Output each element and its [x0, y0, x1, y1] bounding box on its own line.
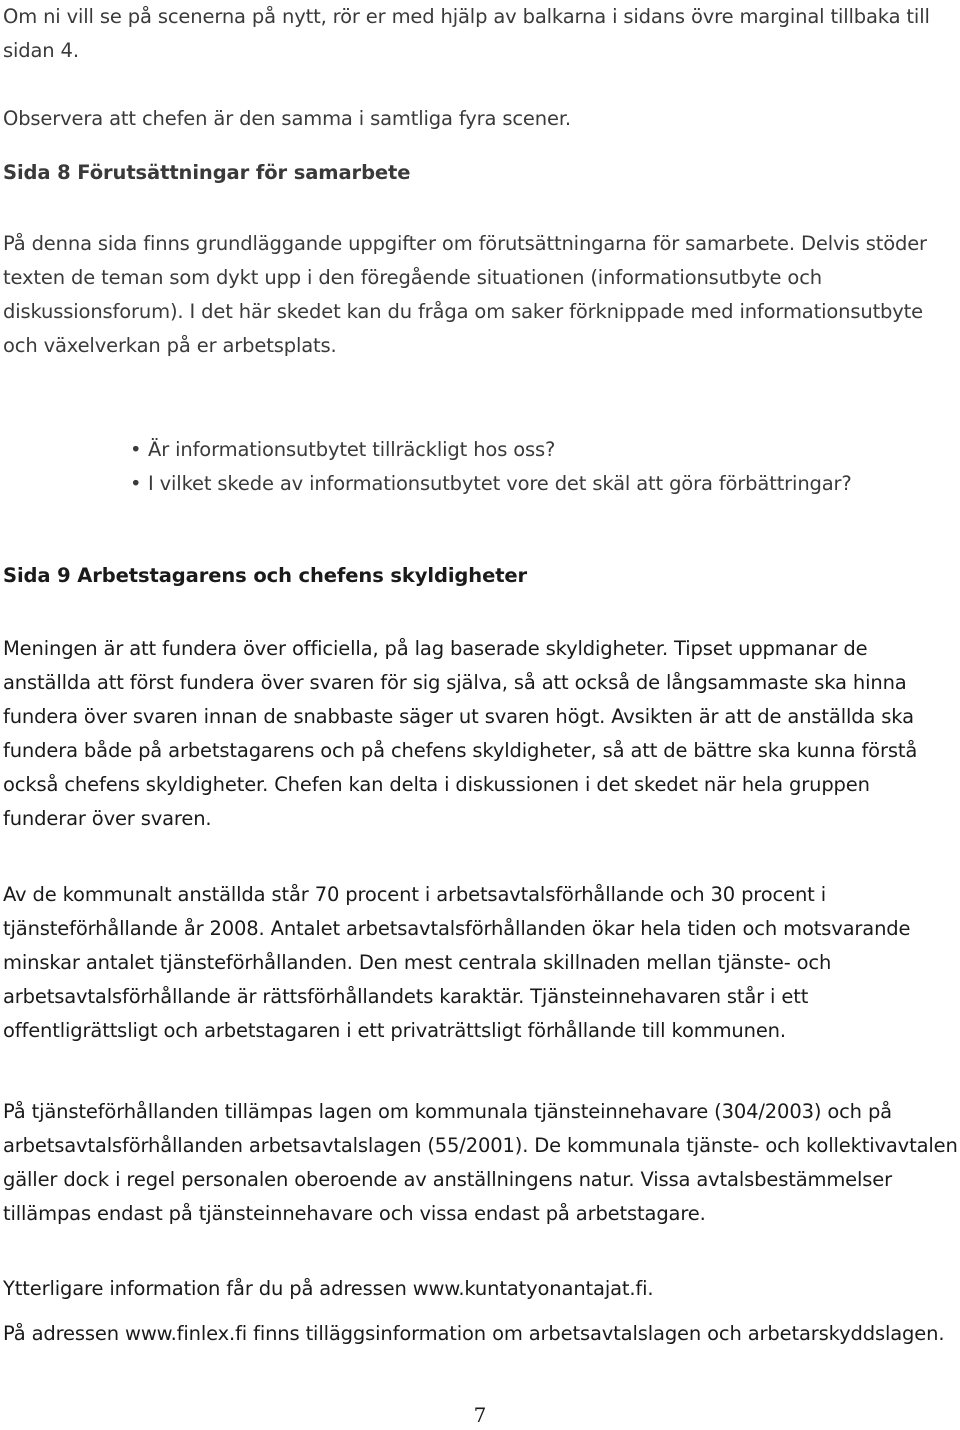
page-8-paragraph: På denna sida finns grundläggande uppgifter om förutsättningarna för samarbete. Delvis stöder texten de teman som dykt upp i den föregående situationen (informationsutbyte och diskussionsforum). I det här skedet kan du fråga om saker förknippade med informationsutbyte och växelverkan på er arbetsplats. — [3, 232, 927, 357]
instruction-paragraph: Om ni vill se på scenerna på nytt, rör er med hjälp av balkarna i sidans övre marginal tillbaka till sidan 4. — [3, 5, 930, 62]
list-item — [130, 433, 958, 467]
laws-paragraph: På tjänsteförhållanden tillämpas lagen om kommunala tjänsteinnehavare (304/2003) och på arbetsavtalsförhållanden arbetsavtalslagen (55/2001). De kommunala tjänste- och kollektivavtalen gäller dock i regel personalen oberoende av anställningens natur. Vissa avtalsbestämmelser tillämpas endast på tjänsteinnehavare och vissa endast på arbetstagare. — [3, 1100, 958, 1225]
list-item — [130, 467, 958, 501]
more-info-paragraph: Ytterligare information får du på adressen www.kuntatyonantajat.fi. — [3, 1277, 654, 1300]
section-heading-page-8: Sida 8 Förutsättningar för samarbete — [3, 161, 411, 184]
note-paragraph: Observera att chefen är den samma i samtliga fyra scener. — [3, 107, 571, 130]
section-heading-page-9: Sida 9 Arbetstagarens och chefens skyldigheter — [3, 564, 528, 587]
page-9-paragraph: Meningen är att fundera över officiella, på lag baserade skyldigheter. Tipset uppmanar de anställda att först fundera över svaren för sig själva, så att också de långsammaste ska hinna fundera över svaren innan de snabbaste säger ut svaren högt. Avsikten är att de anställda ska fundera både på arbetstagarens och på chefens skyldigheter, så att de bättre ska kunna förstå också chefens skyldigheter. Chefen kan delta i diskussionen i det skedet när hela gruppen funderar över svaren. — [3, 637, 918, 830]
finlex-paragraph: På adressen www.finlex.fi finns tilläggsinformation om arbetsavtalslagen och arbetarskyddslagen. — [3, 1322, 945, 1345]
page-number: 7 — [473, 1403, 487, 1427]
question-list — [3, 433, 958, 501]
list-item-text: I vilket skede av informationsutbytet vore det skäl att göra förbättringar? — [148, 472, 852, 495]
employment-paragraph: Av de kommunalt anställda står 70 procent i arbetsavtalsförhållande och 30 procent i tjänsteförhållande år 2008. Antalet arbetsavtalsförhållanden ökar hela tiden och motsvarande minskar antalet tjänsteförhållanden. Den mest centrala skillnaden mellan tjänste- och arbetsavtalsförhållande är rättsförhållandets karaktär. Tjänsteinnehavaren står i ett offentligrättsligt och arbetstagaren i ett privaträttsligt förhållande till kommunen. — [3, 883, 911, 1042]
bullet-icon: • — [130, 438, 142, 461]
list-item-text: Är informationsutbytet tillräckligt hos oss? — [148, 438, 556, 461]
bullet-icon: • — [130, 472, 142, 495]
